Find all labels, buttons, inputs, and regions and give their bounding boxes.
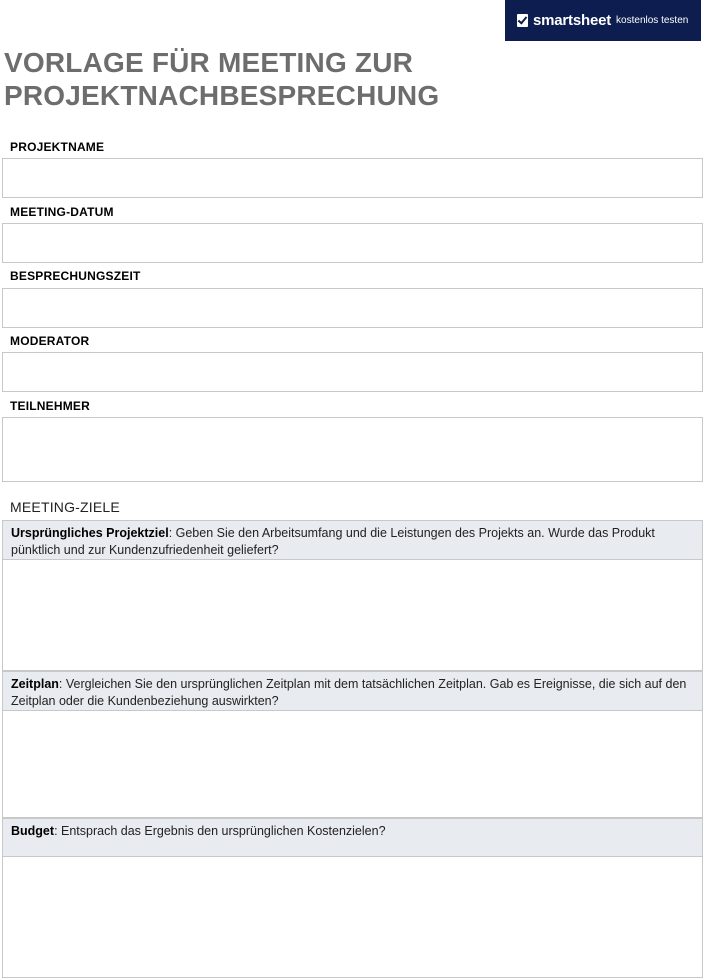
meeting-goals-heading: MEETING-ZIELE [10, 499, 120, 515]
goal-prompt-schedule [2, 671, 703, 711]
brand-name: smartsheet [533, 12, 612, 29]
participants-label: TEILNEHMER [10, 399, 90, 413]
goal-text: : Geben Sie den Arbeitsumfang und die Leistungen des Projekts an. Wurde das Produkt pünktlich und zur Kundenzufriedenheit geliefert? [11, 526, 655, 557]
goal-term: Budget [11, 824, 55, 838]
goal-answer-project[interactable] [2, 560, 703, 671]
checkmark-logo-icon [517, 14, 528, 27]
meeting-date-label: MEETING-DATUM [10, 205, 114, 219]
meeting-date-field[interactable] [2, 223, 703, 263]
trial-link[interactable]: kostenlos testen [616, 15, 689, 26]
project-name-label: PROJEKTNAME [10, 140, 105, 154]
goal-answer-budget[interactable] [2, 857, 703, 978]
participants-field[interactable] [2, 417, 703, 482]
project-name-field[interactable] [2, 158, 703, 198]
meeting-time-label: BESPRECHUNGSZEIT [10, 269, 141, 283]
moderator-field[interactable] [2, 352, 703, 392]
goal-term: Ursprüngliches Projektziel [11, 526, 169, 540]
smartsheet-trial-banner[interactable] [505, 0, 701, 41]
goal-text: : Vergleichen Sie den ursprünglichen Zeitplan mit dem tatsächlichen Zeitplan. Gab es Ereignisse, die sich auf den Zeitplan oder die Kundenbeziehung auswirkten? [11, 677, 687, 708]
goal-answer-schedule[interactable] [2, 711, 703, 818]
page-title: VORLAGE FÜR MEETING ZUR PROJEKTNACHBESPRECHUNG [4, 47, 440, 111]
meeting-time-field[interactable] [2, 288, 703, 328]
moderator-label: MODERATOR [10, 334, 90, 348]
goal-text: : Entsprach das Ergebnis den ursprünglichen Kostenzielen? [54, 824, 386, 838]
goal-prompt-budget [2, 818, 703, 857]
goal-prompt-project [2, 520, 703, 560]
goal-term: Zeitplan [11, 677, 59, 691]
